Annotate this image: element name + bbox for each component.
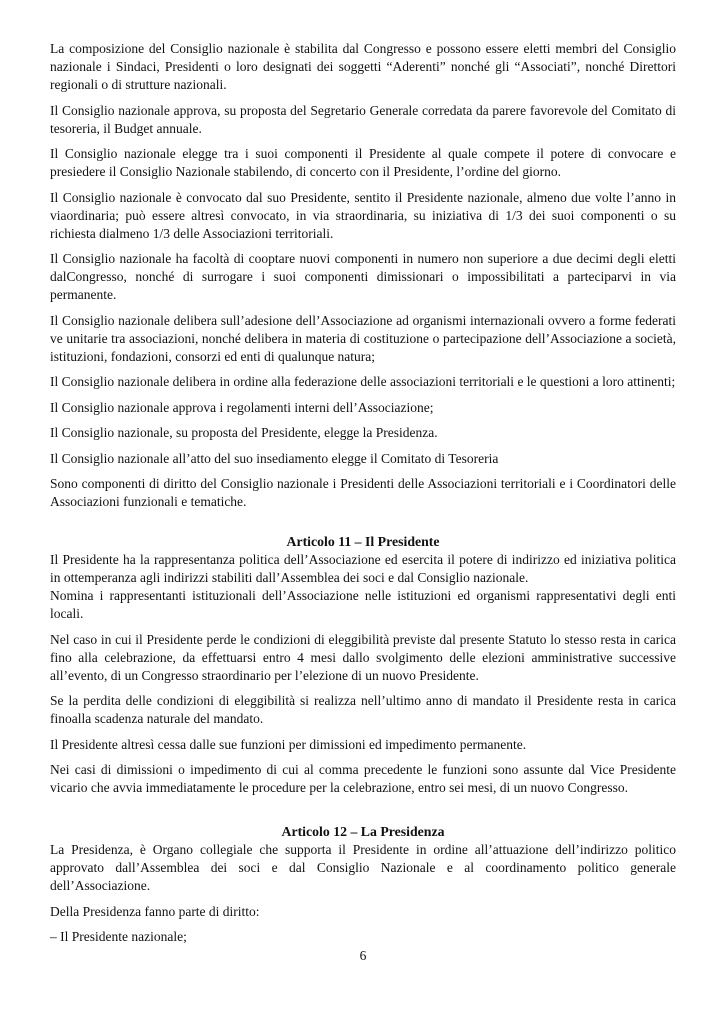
paragraph-cooptazione-componenti: Il Consiglio nazionale ha facoltà di cooptare nuovi componenti in numero non superiore a due decimi degli eletti dalCongresso, nonché di surrogare i suoi componenti dimissionari o impossibilitati a parteciparvi in via permanente.	[50, 251, 676, 302]
paragraph-federazione-associazioni: Il Consiglio nazionale delibera in ordine alla federazione delle associazioni territoriali e le questioni a loro attinenti;	[50, 374, 676, 389]
paragraph-ultimo-anno-mandato: Se la perdita delle condizioni di eleggibilità si realizza nell’ultimo anno di mandato il Presidente resta in carica finoalla scadenza naturale del mandato.	[50, 693, 676, 726]
paragraph-cessazione-funzioni: Il Presidente altresì cessa dalle sue funzioni per dimissioni ed impedimento permanente.	[50, 736, 527, 752]
paragraph-elezione-presidenza: Il Consiglio nazionale, su proposta del Presidente, elegge la Presidenza.	[50, 425, 438, 440]
paragraph-nomina-rappresentanti: Nomina i rappresentanti istituzionali dell’Associazione nelle istituzioni ed organismi rappresentativi degli enti locali.	[50, 588, 676, 621]
paragraph-presidenza-organo-collegiale: La Presidenza, è Organo collegiale che supporta il Presidente in ordine all’attuazione dell’indirizzo politico approvato dall’Assemblea dei soci e dal Consiglio Nazionale e al coordinamento politico generale dell’Associazione.	[50, 842, 676, 893]
paragraph-componenti-diritto: Sono componenti di diritto del Consiglio nazionale i Presidenti delle Associazioni territoriali e i Coordinatori delle Associazioni funzionali e tematiche.	[50, 476, 676, 509]
list-item-presidente-nazionale: – Il Presidente nazionale;	[50, 929, 187, 944]
paragraph-perdita-eleggibilita: Nel caso in cui il Presidente perde le condizioni di eleggibilità previste dal presente Statuto lo stesso resta in carica fino alla celebrazione, da effettuarsi entro 4 mesi dallo svolgimento delle elezioni amministrative successive all’evento, di un Congresso straordinario per l’elezione di un nuovo Presidente.	[50, 631, 676, 683]
paragraph-elezione-presidente: Il Consiglio nazionale elegge tra i suoi componenti il Presidente al quale compete il potere di convocare e presiedere il Consiglio Nazionale stabilendo, di concerto con il Presidente, l’ordine del giorno.	[50, 146, 676, 179]
paragraph-composizione-consiglio: La composizione del Consiglio nazionale è stabilita dal Congresso e possono essere eletti membri del Consiglio nazionale i Sindaci, Presidenti o loro designati dei soggetti “Aderenti” nonché gli “Associati”, nonché Direttori regionali o di strutture nazionali.	[50, 41, 676, 92]
paragraph-presidenza-parte-diritto: Della Presidenza fanno parte di diritto:	[50, 903, 260, 919]
paragraph-convocazione-consiglio: Il Consiglio nazionale è convocato dal suo Presidente, sentito il Presidente nazionale, almeno due volte l’anno in viaordinaria; può essere altresì convocato, in via straordinaria, su iniziativa di 1/3 dei suoi componenti o su richiesta dialmeno 1/3 delle Associazioni territoriali.	[50, 189, 676, 241]
page-number: 6	[359, 948, 367, 963]
paragraph-adesione-organismi: Il Consiglio nazionale delibera sull’adesione dell’Associazione ad organismi internazionali ovvero a forme federati ve unitarie tra associazioni, nonché delibera in materia di costituzione o partecipazione dell’Associazione a società, istituzioni, fondazioni, consorzi ed enti di qualunque natura;	[50, 312, 676, 364]
article-11-heading: Articolo 11 – Il Presidente	[286, 534, 440, 549]
article-12-heading: Articolo 12 – La Presidenza	[281, 824, 445, 839]
paragraph-comitato-tesoreria: Il Consiglio nazionale all’atto del suo insediamento elegge il Comitato di Tesoreria	[50, 450, 499, 466]
paragraph-approvazione-budget: Il Consiglio nazionale approva, su proposta del Segretario Generale corredata da parere favorevole del Comitato di tesoreria, il Budget annuale.	[50, 102, 676, 136]
paragraph-regolamenti-interni: Il Consiglio nazionale approva i regolamenti interni dell’Associazione;	[50, 399, 434, 415]
paragraph-vice-presidente-vicario: Nei casi di dimissioni o impedimento di cui al comma precedente le funzioni sono assunte dal Vice Presidente vicario che avvia immediatamente le procedure per la celebrazione, entro sei mesi, di un nuovo Congresso.	[50, 762, 676, 795]
paragraph-rappresentanza-politica: Il Presidente ha la rappresentanza politica dell’Associazione ed esercita il potere di indirizzo ed iniziativa politica in ottemperanza agli indirizzi stabiliti dall’Assemblea dei soci e dal Consiglio nazionale.	[50, 552, 676, 585]
